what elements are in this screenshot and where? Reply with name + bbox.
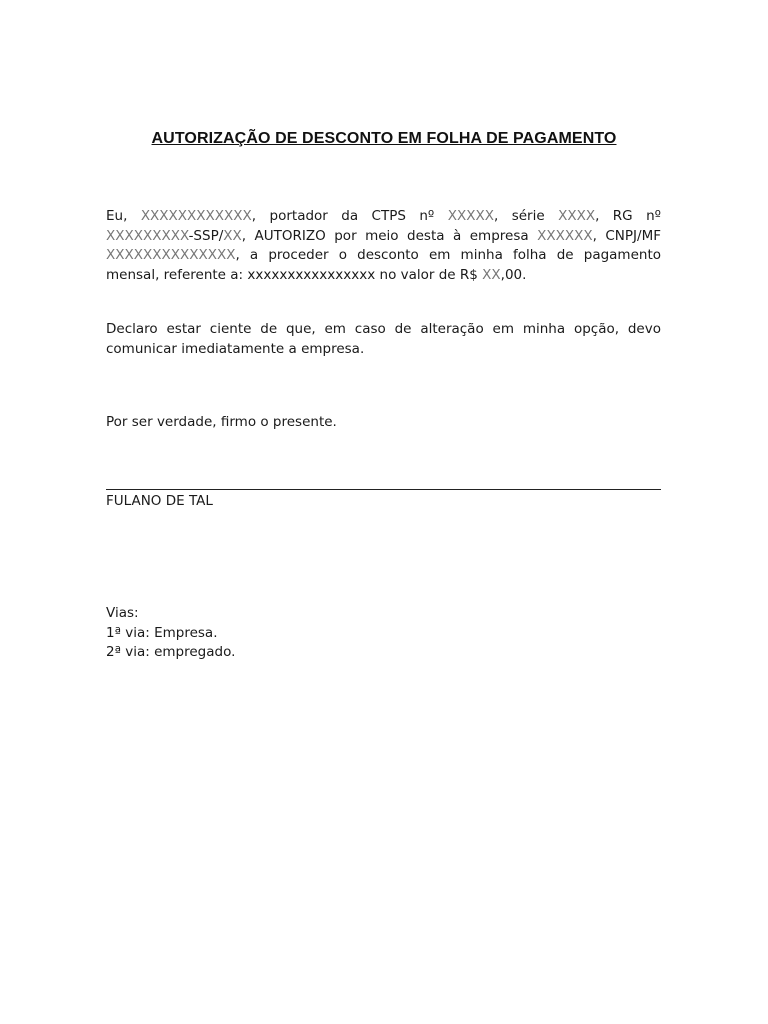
authorization-paragraph <box>106 207 661 285</box>
text-segment: , portador da CTPS nº <box>251 208 448 224</box>
rg-number-placeholder: XXXXXXXXX <box>106 227 189 244</box>
text-segment: ,00. <box>500 266 527 283</box>
employee-name-placeholder: XXXXXXXXXXXX <box>140 208 252 224</box>
ctps-number-placeholder: XXXXX <box>447 208 494 224</box>
text-segment: , RG nº <box>595 208 661 224</box>
text-segment: , CNPJ/MF <box>592 227 661 244</box>
copies-heading: Vias: <box>106 605 139 621</box>
ctps-series-placeholder: XXXX <box>558 208 596 224</box>
cnpj-placeholder: XXXXXXXXXXXXXX <box>106 247 236 263</box>
signature-line <box>106 489 661 490</box>
copy-1-line: 1ª via: Empresa. <box>106 624 218 641</box>
text-segment: , série <box>493 208 559 224</box>
awareness-paragraph: Declaro estar ciente de que, em caso de alteração em minha opção, devo comunicar imediatamente a empresa. <box>106 321 661 357</box>
copies-section <box>106 604 235 663</box>
text-segment: -SSP/ <box>188 227 224 244</box>
text-segment: , AUTORIZO por meio desta à empresa <box>241 227 538 244</box>
text-segment: , a proceder o desconto em minha folha de pagamento mensal, referente a: xxxxxxxxxxxxxxxx no valor de R$ <box>106 247 661 283</box>
amount-placeholder: XX <box>482 266 501 283</box>
closing-statement: Por ser verdade, firmo o presente. <box>106 414 337 430</box>
document-title: AUTORIZAÇÃO DE DESCONTO EM FOLHA DE PAGAMENTO <box>151 130 617 147</box>
signature-name: FULANO DE TAL <box>106 493 213 509</box>
state-placeholder: XX <box>223 227 242 244</box>
text-segment: Eu, <box>106 208 141 224</box>
company-name-placeholder: XXXXXX <box>537 227 593 244</box>
copy-2-line: 2ª via: empregado. <box>106 644 236 660</box>
